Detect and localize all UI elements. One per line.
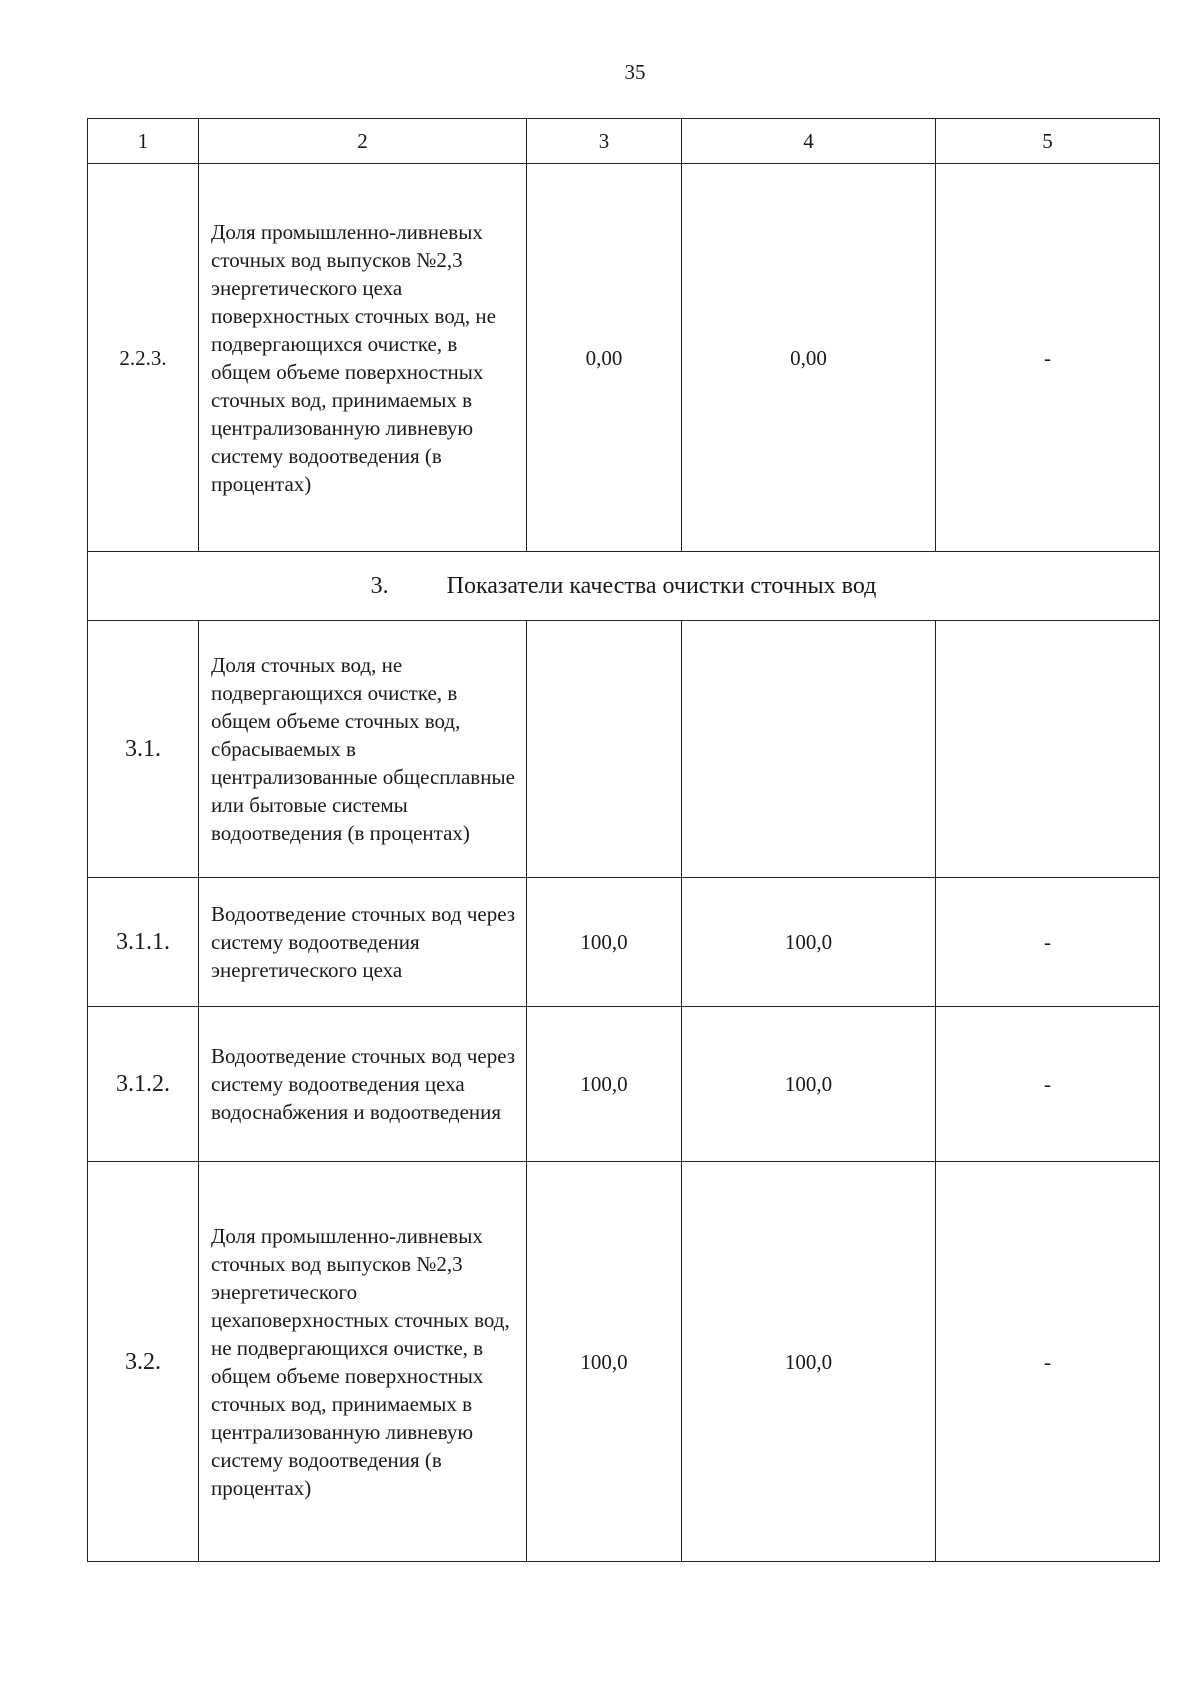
row-value-col3: 100,0 (527, 1007, 682, 1162)
row-value-col4: 100,0 (682, 1162, 936, 1562)
row-value-col4: 100,0 (682, 1007, 936, 1162)
row-description: Доля промышленно-ливневых сточных вод выпусков №2,3 энергетического цеха поверхностных сточных вод, не подвергающихся очистке, в общем объеме поверхностных сточных вод, принимаемых в централизованную ливневую систему водоотведения (в процентах) (199, 164, 527, 552)
row-number: 3.1.2. (88, 1007, 199, 1162)
row-number: 3.1.1. (88, 878, 199, 1007)
indicators-table (87, 118, 1160, 1562)
page-number: 35 (624, 60, 646, 84)
row-value-col4 (682, 621, 936, 878)
row-value-col5: - (936, 1162, 1160, 1562)
row-value-col5: - (936, 164, 1160, 552)
column-header-2: 2 (199, 119, 527, 164)
column-header-3: 3 (527, 119, 682, 164)
column-number-row (88, 119, 1160, 164)
row-description: Доля сточных вод, не подвергающихся очистке, в общем объеме сточных вод, сбрасываемых в централизованные общесплавные или бытовые системы водоотведения (в процентах) (199, 621, 527, 878)
table-row (88, 1162, 1160, 1562)
table-row (88, 1007, 1160, 1162)
row-value-col3: 100,0 (527, 1162, 682, 1562)
row-value-col3: 100,0 (527, 878, 682, 1007)
column-header-5: 5 (936, 119, 1160, 164)
row-value-col3 (527, 621, 682, 878)
row-description: Водоотведение сточных вод через систему водоотведения цеха водоснабжения и водоотведения (199, 1007, 527, 1162)
row-number: 3.2. (88, 1162, 199, 1562)
column-header-4: 4 (682, 119, 936, 164)
row-number: 3.1. (88, 621, 199, 878)
table-row (88, 878, 1160, 1007)
table-row (88, 621, 1160, 878)
row-value-col3: 0,00 (527, 164, 682, 552)
section-row (88, 552, 1160, 621)
section-number: 3. (370, 573, 389, 599)
row-value-col5: - (936, 878, 1160, 1007)
row-value-col5: - (936, 1007, 1160, 1162)
section-heading (88, 552, 1160, 621)
row-description: Доля промышленно-ливневых сточных вод выпусков №2,3 энергетического цехаповерхностных сточных вод, не подвергающихся очистке, в общем объеме поверхностных сточных вод, принимаемых в централизованную ливневую систему водоотведения (в процентах) (199, 1162, 527, 1562)
row-value-col5 (936, 621, 1160, 878)
row-description: Водоотведение сточных вод через систему водоотведения энергетического цеха (199, 878, 527, 1007)
column-header-1: 1 (88, 119, 199, 164)
section-title: Показатели качества очистки сточных вод (446, 573, 877, 599)
row-value-col4: 0,00 (682, 164, 936, 552)
row-number: 2.2.3. (88, 164, 199, 552)
row-value-col4: 100,0 (682, 878, 936, 1007)
table-row (88, 164, 1160, 552)
